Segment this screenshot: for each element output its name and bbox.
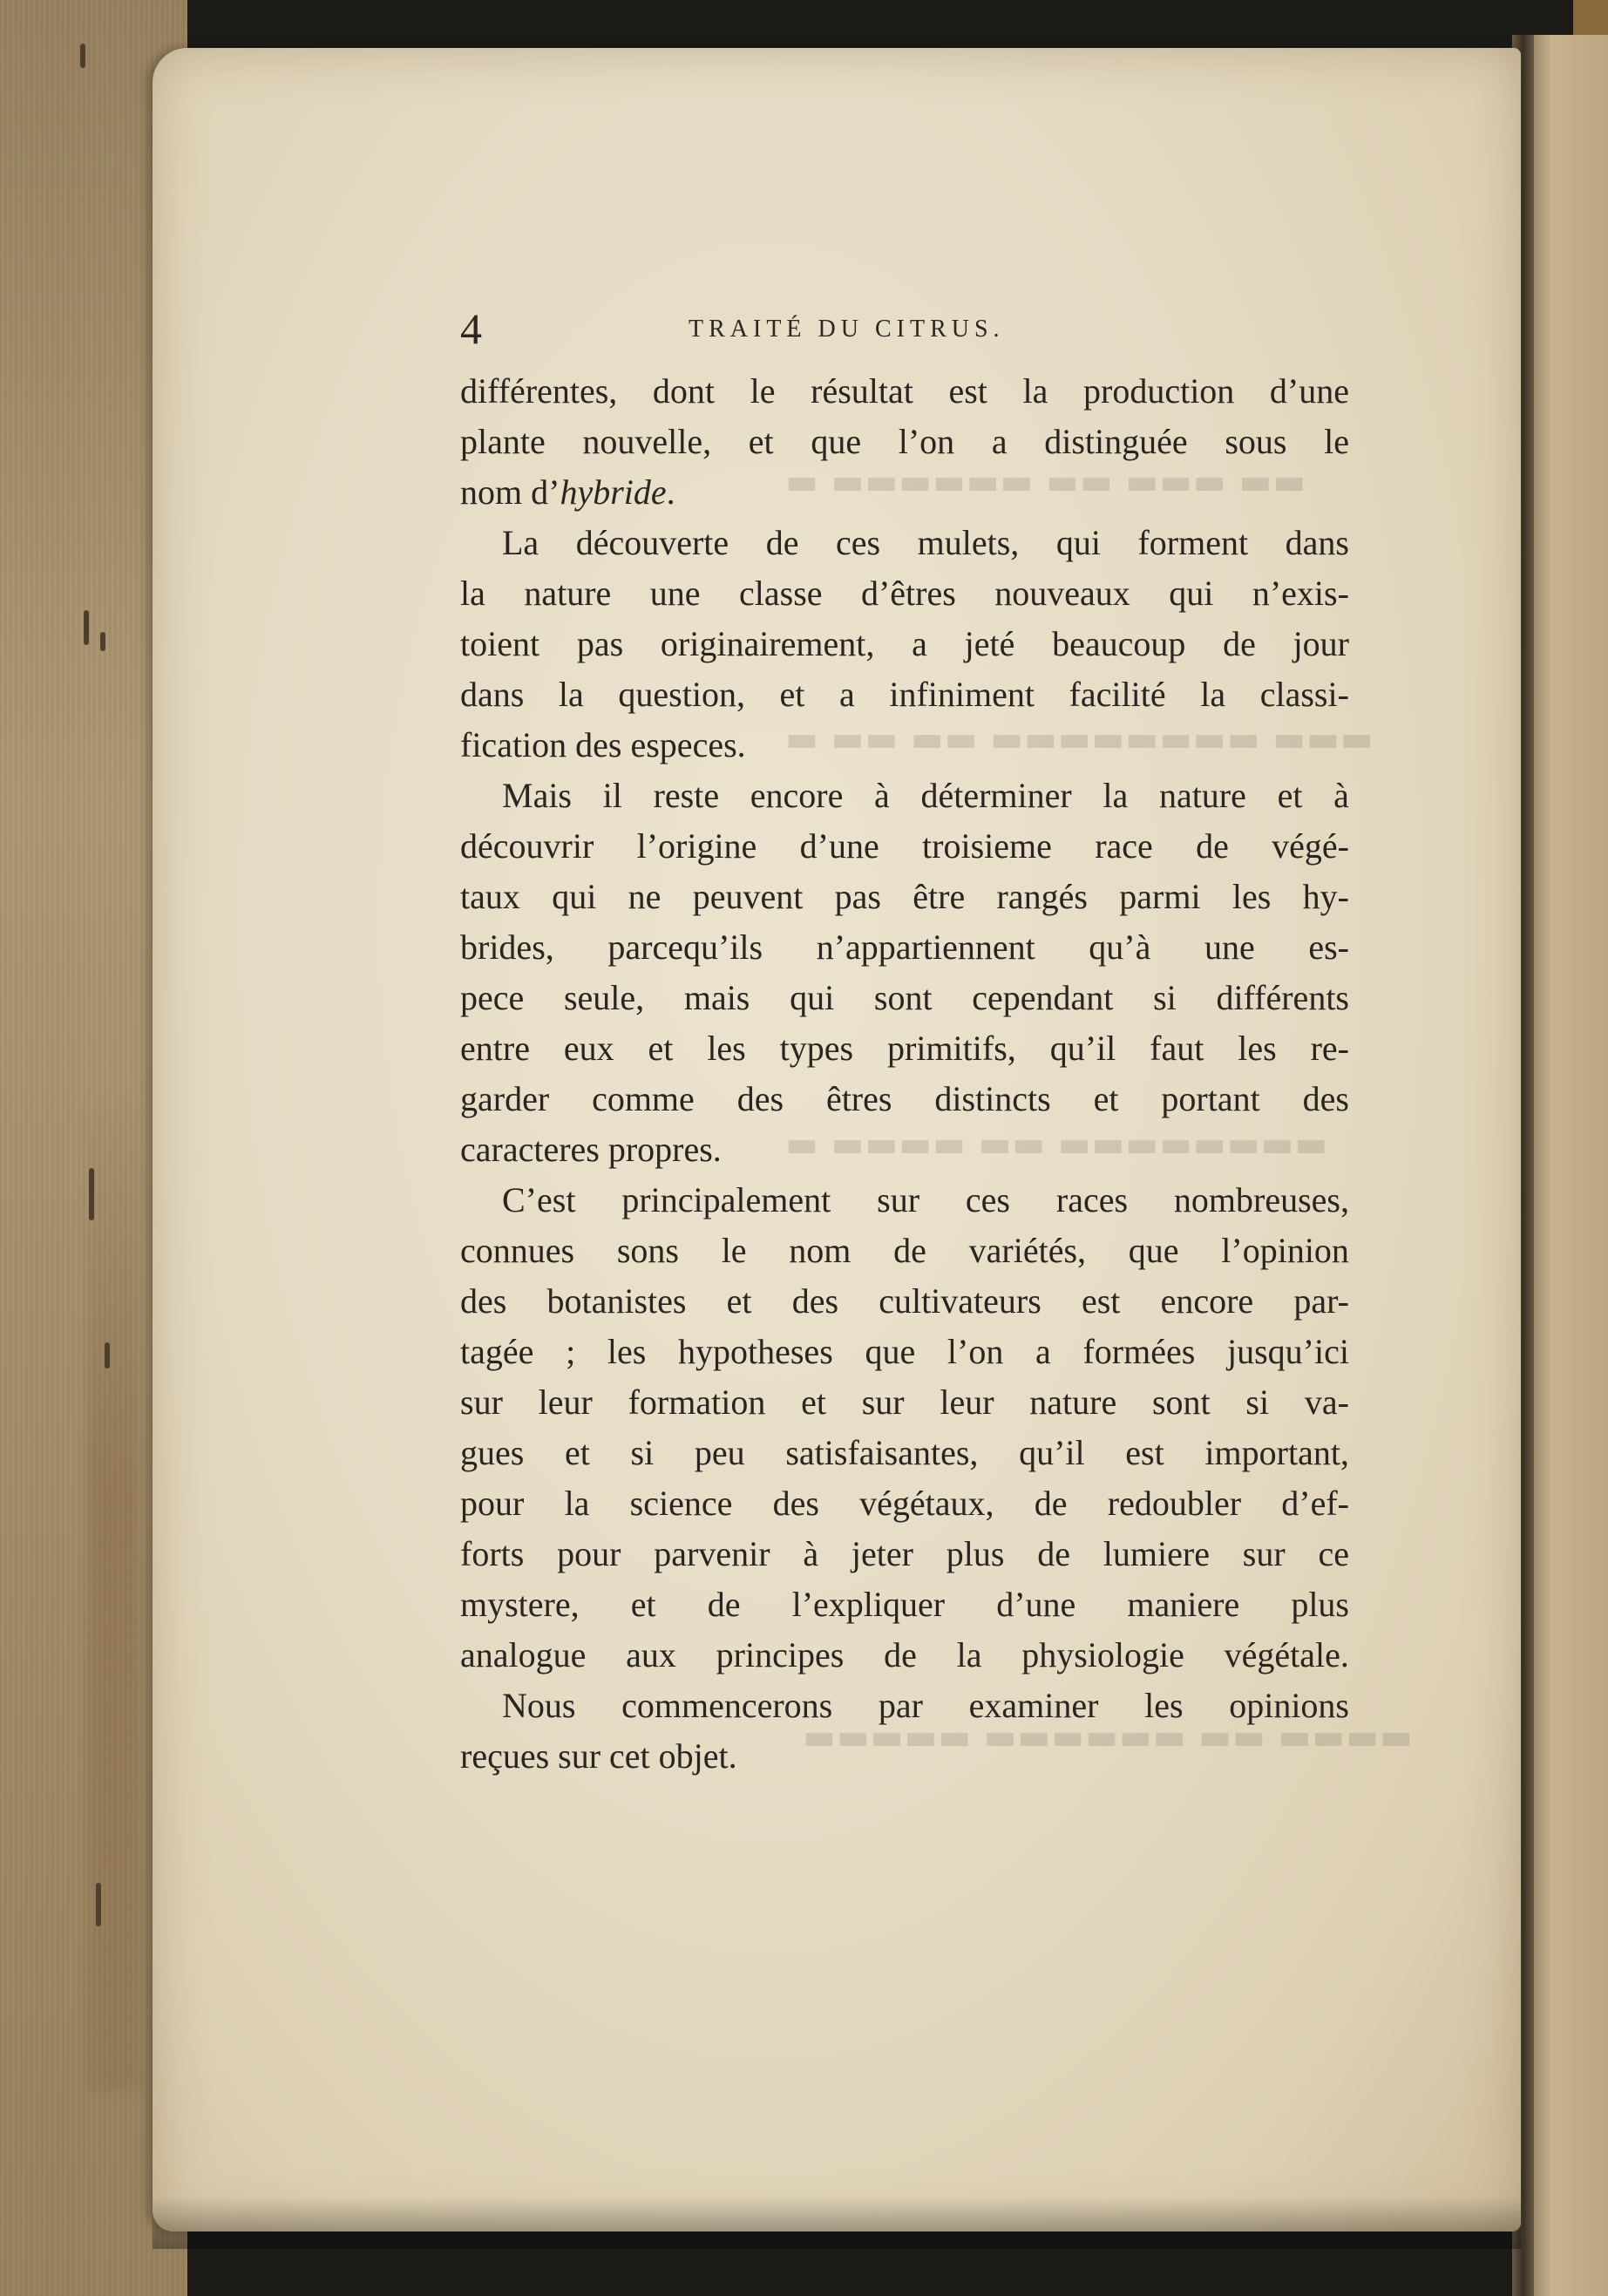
- word: La: [502, 523, 539, 562]
- word: d’une: [799, 826, 879, 866]
- word: de: [1223, 624, 1256, 663]
- word: nom: [789, 1231, 851, 1270]
- italic-term: hybride: [560, 472, 667, 512]
- word: formation: [628, 1382, 766, 1422]
- word: Mais: [502, 776, 572, 815]
- word: qu’à: [1089, 927, 1151, 967]
- word: différentes,: [460, 371, 618, 411]
- word: il: [602, 776, 622, 815]
- word: nature: [1029, 1382, 1117, 1422]
- word: d’une: [1269, 371, 1349, 411]
- text-fragment: .: [666, 472, 675, 512]
- text-line: [460, 1630, 1349, 1681]
- word: qu’il: [1049, 1029, 1116, 1068]
- word: sont: [1151, 1382, 1211, 1422]
- word: cependant: [972, 978, 1114, 1017]
- word: à: [1333, 776, 1349, 815]
- word: peuvent: [692, 877, 804, 916]
- word: de: [893, 1231, 926, 1270]
- word: que: [1128, 1231, 1179, 1270]
- word: de: [1196, 826, 1229, 866]
- word: distinguée: [1044, 422, 1188, 461]
- word: encore: [750, 776, 844, 815]
- bleed-through: ▬▬▬▬▬▬▬▬ ▬▬ ▬▬▬▬ ▬: [784, 1124, 1328, 1165]
- word: les: [1238, 1029, 1277, 1068]
- word: va-: [1304, 1382, 1349, 1422]
- word: toient: [460, 624, 540, 663]
- body-text: [460, 366, 1349, 1782]
- word: dans: [460, 675, 525, 714]
- text-line: [460, 417, 1349, 467]
- word: physiologie: [1021, 1635, 1184, 1674]
- edge-mark: [84, 610, 89, 645]
- text-line: [460, 366, 1349, 417]
- word: mulets,: [917, 523, 1020, 562]
- word: pas: [834, 877, 881, 916]
- word: types: [779, 1029, 854, 1068]
- word: parmi: [1119, 877, 1201, 916]
- word: et: [1277, 776, 1303, 815]
- word: pece: [460, 978, 525, 1017]
- word: la: [558, 675, 584, 714]
- word: re-: [1310, 1029, 1349, 1068]
- word: peu: [694, 1433, 745, 1472]
- page-edge-stain: [87, 1090, 139, 2092]
- word: des: [791, 1281, 839, 1321]
- word: a: [839, 675, 855, 714]
- text-line: [460, 568, 1349, 619]
- word: forment: [1137, 523, 1249, 562]
- word: mais: [683, 978, 750, 1017]
- word: aux: [626, 1635, 676, 1674]
- word: production: [1083, 371, 1235, 411]
- word: l’origine: [636, 826, 757, 866]
- word: végé-: [1272, 826, 1349, 866]
- word: plante: [460, 422, 546, 461]
- word: brides,: [460, 927, 554, 967]
- word: sous: [1225, 422, 1287, 461]
- word: d’une: [996, 1585, 1076, 1624]
- word: rangés: [996, 877, 1088, 916]
- word: de: [1037, 1534, 1070, 1573]
- word: forts: [460, 1534, 525, 1573]
- word: la: [1200, 675, 1226, 714]
- word: jeté: [964, 624, 1015, 663]
- word: le: [750, 371, 776, 411]
- bleed-through: ▬▬▬▬ ▬▬ ▬▬▬▬▬▬ ▬▬▬▬▬: [802, 1717, 1413, 1757]
- word: parvenir: [654, 1534, 770, 1573]
- text-line: [460, 1226, 1349, 1276]
- word: sont: [873, 978, 933, 1017]
- word: végétaux,: [859, 1484, 994, 1523]
- word: l’expliquer: [791, 1585, 946, 1624]
- word: C’est: [502, 1180, 576, 1219]
- word: variétés,: [968, 1231, 1087, 1270]
- word: si: [1153, 978, 1177, 1017]
- word: comme: [592, 1079, 695, 1118]
- word: et: [748, 422, 774, 461]
- word: races: [1055, 1180, 1129, 1219]
- word: race: [1095, 826, 1153, 866]
- text-line: [460, 720, 1349, 771]
- word: entre: [460, 1029, 530, 1068]
- word: primitifs,: [887, 1029, 1016, 1068]
- word: de: [1034, 1484, 1068, 1523]
- text-line: [460, 1579, 1349, 1630]
- word: n’exis-: [1252, 574, 1349, 613]
- text-line: [460, 872, 1349, 922]
- word: dont: [652, 371, 716, 411]
- word: leur: [940, 1382, 994, 1422]
- word: à: [874, 776, 890, 815]
- text-line: [460, 1478, 1349, 1529]
- word: ces: [965, 1180, 1010, 1219]
- word: par-: [1293, 1281, 1349, 1321]
- word: les: [1231, 877, 1272, 916]
- word: a: [1035, 1332, 1051, 1371]
- word: ces: [836, 523, 881, 562]
- word: analogue: [460, 1635, 587, 1674]
- word: de: [707, 1585, 741, 1624]
- word: qui: [790, 978, 835, 1017]
- text-line-content: reçues sur cet objet.: [460, 1736, 737, 1776]
- text-line: [460, 1529, 1349, 1579]
- word: par: [878, 1686, 923, 1725]
- word: hy-: [1302, 877, 1349, 916]
- word: est: [948, 371, 987, 411]
- text-line: [460, 1074, 1349, 1124]
- word: résultat: [811, 371, 913, 411]
- word: et: [630, 1585, 656, 1624]
- word: l’opinion: [1221, 1231, 1349, 1270]
- word: es-: [1308, 927, 1349, 967]
- word: leur: [538, 1382, 593, 1422]
- word: opinions: [1229, 1686, 1349, 1725]
- word: seule,: [563, 978, 645, 1017]
- word: originairement,: [660, 624, 875, 663]
- word: Nous: [502, 1686, 576, 1725]
- word: gues: [460, 1433, 525, 1472]
- word: sur: [1242, 1534, 1286, 1573]
- word: qu’il: [1019, 1433, 1085, 1472]
- word: classi-: [1259, 675, 1349, 714]
- word: troisieme: [922, 826, 1052, 866]
- word: une: [1204, 927, 1255, 967]
- page-number: 4: [460, 304, 482, 353]
- word: ;: [566, 1332, 576, 1371]
- edge-mark: [89, 1168, 94, 1220]
- word: classe: [739, 574, 823, 613]
- word: des: [772, 1484, 819, 1523]
- word: distincts: [934, 1079, 1051, 1118]
- word: découvrir: [460, 826, 594, 866]
- word: que: [865, 1332, 916, 1371]
- text-line: [460, 1175, 1349, 1226]
- word: des: [1302, 1079, 1349, 1118]
- text-line: [460, 1731, 1349, 1782]
- word: n’appartiennent: [816, 927, 1035, 967]
- word: garder: [460, 1079, 550, 1118]
- word: une: [649, 574, 701, 613]
- word: sur: [861, 1382, 905, 1422]
- word: et: [726, 1281, 752, 1321]
- text-line: [460, 771, 1349, 821]
- word: à: [803, 1534, 819, 1573]
- word: infiniment: [889, 675, 1035, 714]
- running-head: TRAITÉ DU CITRUS.: [689, 316, 1005, 343]
- word: et: [779, 675, 805, 714]
- word: connues: [460, 1231, 575, 1270]
- word: que: [811, 422, 862, 461]
- word: l’on: [946, 1332, 1004, 1371]
- word: nombreuses,: [1173, 1180, 1349, 1219]
- word: jusqu’ici: [1227, 1332, 1349, 1371]
- word: jeter: [851, 1534, 913, 1573]
- bleed-through: ▬▬▬ ▬▬▬▬▬▬▬▬ ▬▬ ▬▬ ▬: [784, 719, 1374, 759]
- word: nouvelle,: [582, 422, 712, 461]
- word: différents: [1216, 978, 1349, 1017]
- text-line: [460, 1377, 1349, 1428]
- edge-mark: [105, 1342, 110, 1369]
- word: si: [1245, 1382, 1270, 1422]
- word: taux: [460, 877, 520, 916]
- word: jour: [1293, 624, 1349, 663]
- edge-mark: [80, 44, 85, 68]
- word: a: [991, 422, 1008, 461]
- word: d’êtres: [860, 574, 956, 613]
- word: de: [884, 1635, 917, 1674]
- word: les: [707, 1029, 746, 1068]
- word: ce: [1318, 1534, 1349, 1573]
- text-line: [460, 669, 1349, 720]
- word: cultivateurs: [879, 1281, 1041, 1321]
- word: pour: [460, 1484, 525, 1523]
- word: et: [1093, 1079, 1119, 1118]
- page-shadow: [153, 2197, 1521, 2249]
- edge-mark: [100, 632, 105, 651]
- word: principes: [716, 1635, 845, 1674]
- word: satisfaisantes,: [785, 1433, 979, 1472]
- word: beaucoup: [1052, 624, 1186, 663]
- word: le: [721, 1231, 747, 1270]
- word: portant: [1161, 1079, 1260, 1118]
- word: est: [1125, 1433, 1164, 1472]
- word: le: [1324, 422, 1349, 461]
- word: et: [648, 1029, 674, 1068]
- word: déterminer: [920, 776, 1072, 815]
- word: la: [956, 1635, 982, 1674]
- word: de: [765, 523, 799, 562]
- word: qui: [552, 877, 597, 916]
- word: êtres: [825, 1079, 892, 1118]
- word: science: [629, 1484, 733, 1523]
- word: nature: [524, 574, 612, 613]
- word: sur: [877, 1180, 920, 1219]
- text-line: [460, 821, 1349, 872]
- word: tagée: [460, 1332, 534, 1371]
- word: les: [607, 1332, 647, 1371]
- word: des: [736, 1079, 784, 1118]
- text-line: [460, 1124, 1349, 1175]
- text-line: [460, 1023, 1349, 1074]
- text-line: [460, 518, 1349, 568]
- word: qui: [1169, 574, 1214, 613]
- text-line: [460, 1428, 1349, 1478]
- text-line-content: fication des especes.: [460, 725, 746, 764]
- word: ne: [628, 877, 662, 916]
- word: la: [1103, 776, 1129, 815]
- text-line: [460, 922, 1349, 973]
- word: eux: [563, 1029, 614, 1068]
- word: a: [912, 624, 927, 663]
- word: qui: [1055, 523, 1101, 562]
- word: pour: [557, 1534, 621, 1573]
- word: sur: [460, 1382, 503, 1422]
- word: être: [913, 877, 966, 916]
- text-line-content: caracteres propres.: [460, 1130, 722, 1169]
- text-line-content: [460, 467, 675, 518]
- word: si: [630, 1433, 655, 1472]
- word: plus: [946, 1534, 1005, 1573]
- word: l’on: [898, 422, 955, 461]
- text-line: [460, 973, 1349, 1023]
- word: encore: [1160, 1281, 1254, 1321]
- word: examiner: [968, 1686, 1099, 1725]
- text-line: [460, 619, 1349, 669]
- text-line: [460, 1276, 1349, 1327]
- facing-page-edge: [1528, 35, 1608, 2296]
- word: hypotheses: [678, 1332, 833, 1371]
- edge-mark: [96, 1883, 101, 1926]
- word: des: [460, 1281, 507, 1321]
- word: la: [460, 574, 485, 613]
- text-fragment: nom d’: [460, 472, 560, 512]
- word: formées: [1082, 1332, 1196, 1371]
- word: découverte: [575, 523, 729, 562]
- word: et: [801, 1382, 826, 1422]
- word: plus: [1291, 1585, 1349, 1624]
- word: est: [1081, 1281, 1121, 1321]
- text-line: [460, 1327, 1349, 1377]
- bleed-through: ▬▬ ▬▬▬ ▬▬ ▬▬▬▬▬▬ ▬: [784, 462, 1306, 502]
- word: lumiere: [1103, 1534, 1210, 1573]
- text-line: [460, 1681, 1349, 1731]
- word: végétale.: [1224, 1635, 1349, 1674]
- word: botanistes: [546, 1281, 687, 1321]
- word: pas: [576, 624, 624, 663]
- word: mystere,: [460, 1585, 580, 1624]
- word: d’ef-: [1281, 1484, 1349, 1523]
- word: maniere: [1127, 1585, 1240, 1624]
- word: facilité: [1069, 675, 1166, 714]
- text-line: [460, 467, 1349, 518]
- word: redoubler: [1107, 1484, 1242, 1523]
- word: commencerons: [621, 1686, 833, 1725]
- word: sons: [616, 1231, 679, 1270]
- word: reste: [653, 776, 720, 815]
- word: parcequ’ils: [607, 927, 763, 967]
- word: nature: [1158, 776, 1246, 815]
- word: la: [1022, 371, 1048, 411]
- word: important,: [1204, 1433, 1349, 1472]
- word: les: [1144, 1686, 1184, 1725]
- word: question,: [618, 675, 745, 714]
- word: nouveaux: [994, 574, 1130, 613]
- word: et: [565, 1433, 590, 1472]
- word: principalement: [621, 1180, 831, 1219]
- word: dans: [1285, 523, 1349, 562]
- word: la: [564, 1484, 590, 1523]
- word: faut: [1150, 1029, 1204, 1068]
